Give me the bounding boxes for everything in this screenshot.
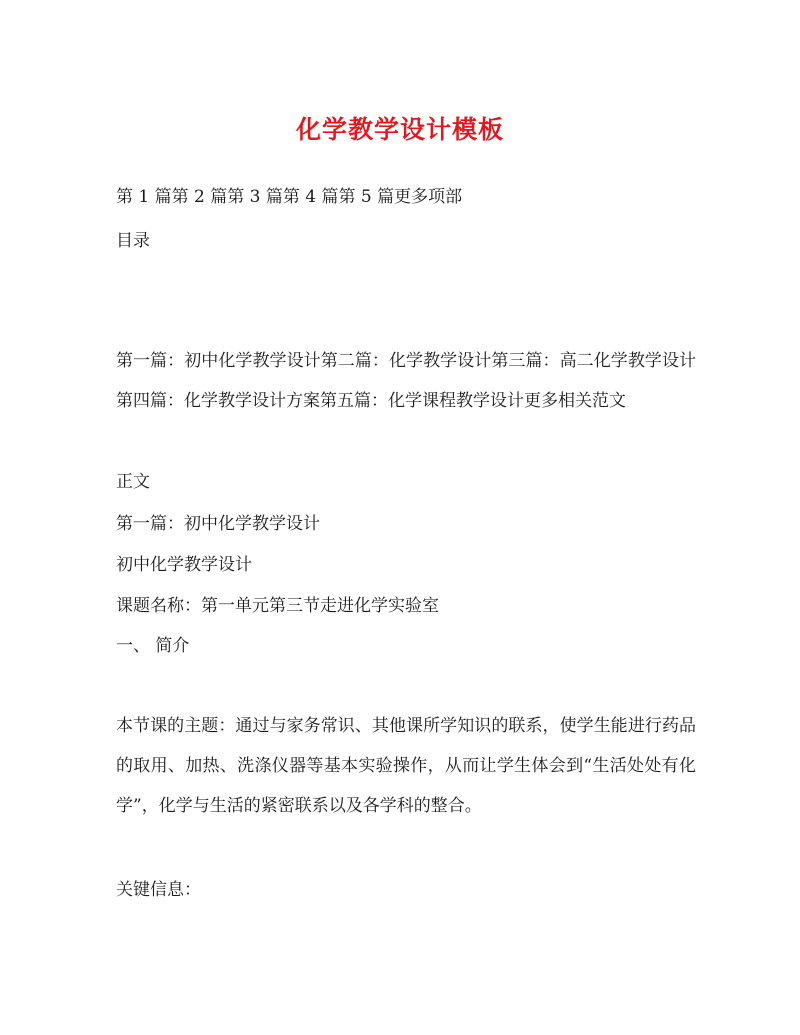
section-heading: 第一篇：初中化学教学设计 — [116, 514, 320, 534]
toc-text: 第一篇：初中化学教学设计第二篇：化学教学设计第三篇：高二化学教学设计第四篇：化学教学设计方案第五篇：化学课程教学设计更多相关范文 — [116, 351, 696, 411]
body-heading: 正文 — [116, 472, 150, 492]
lesson-name: 课题名称：第一单元第三节走进化学实验室 — [116, 596, 439, 616]
document-title: 化学教学设计模板 — [295, 115, 504, 144]
toc-heading: 目录 — [116, 231, 150, 251]
section-subtitle: 初中化学教学设计 — [116, 555, 252, 575]
intro-heading: 一、 简介 — [116, 636, 190, 656]
intro-text: 本节课的主题：通过与家务常识、其他课所学知识的联系，使学生能进行药品的取用、加热、洗涤仪器等基本实验操作，从而让学生体会到“生活处处有化学”，化学与生活的紧密联系以及各学科的整合。 — [116, 716, 696, 816]
key-info-label: 关键信息： — [116, 880, 201, 900]
pages-line: 第 1 篇第 2 篇第 3 篇第 4 篇第 5 篇更多项部 — [116, 187, 463, 207]
